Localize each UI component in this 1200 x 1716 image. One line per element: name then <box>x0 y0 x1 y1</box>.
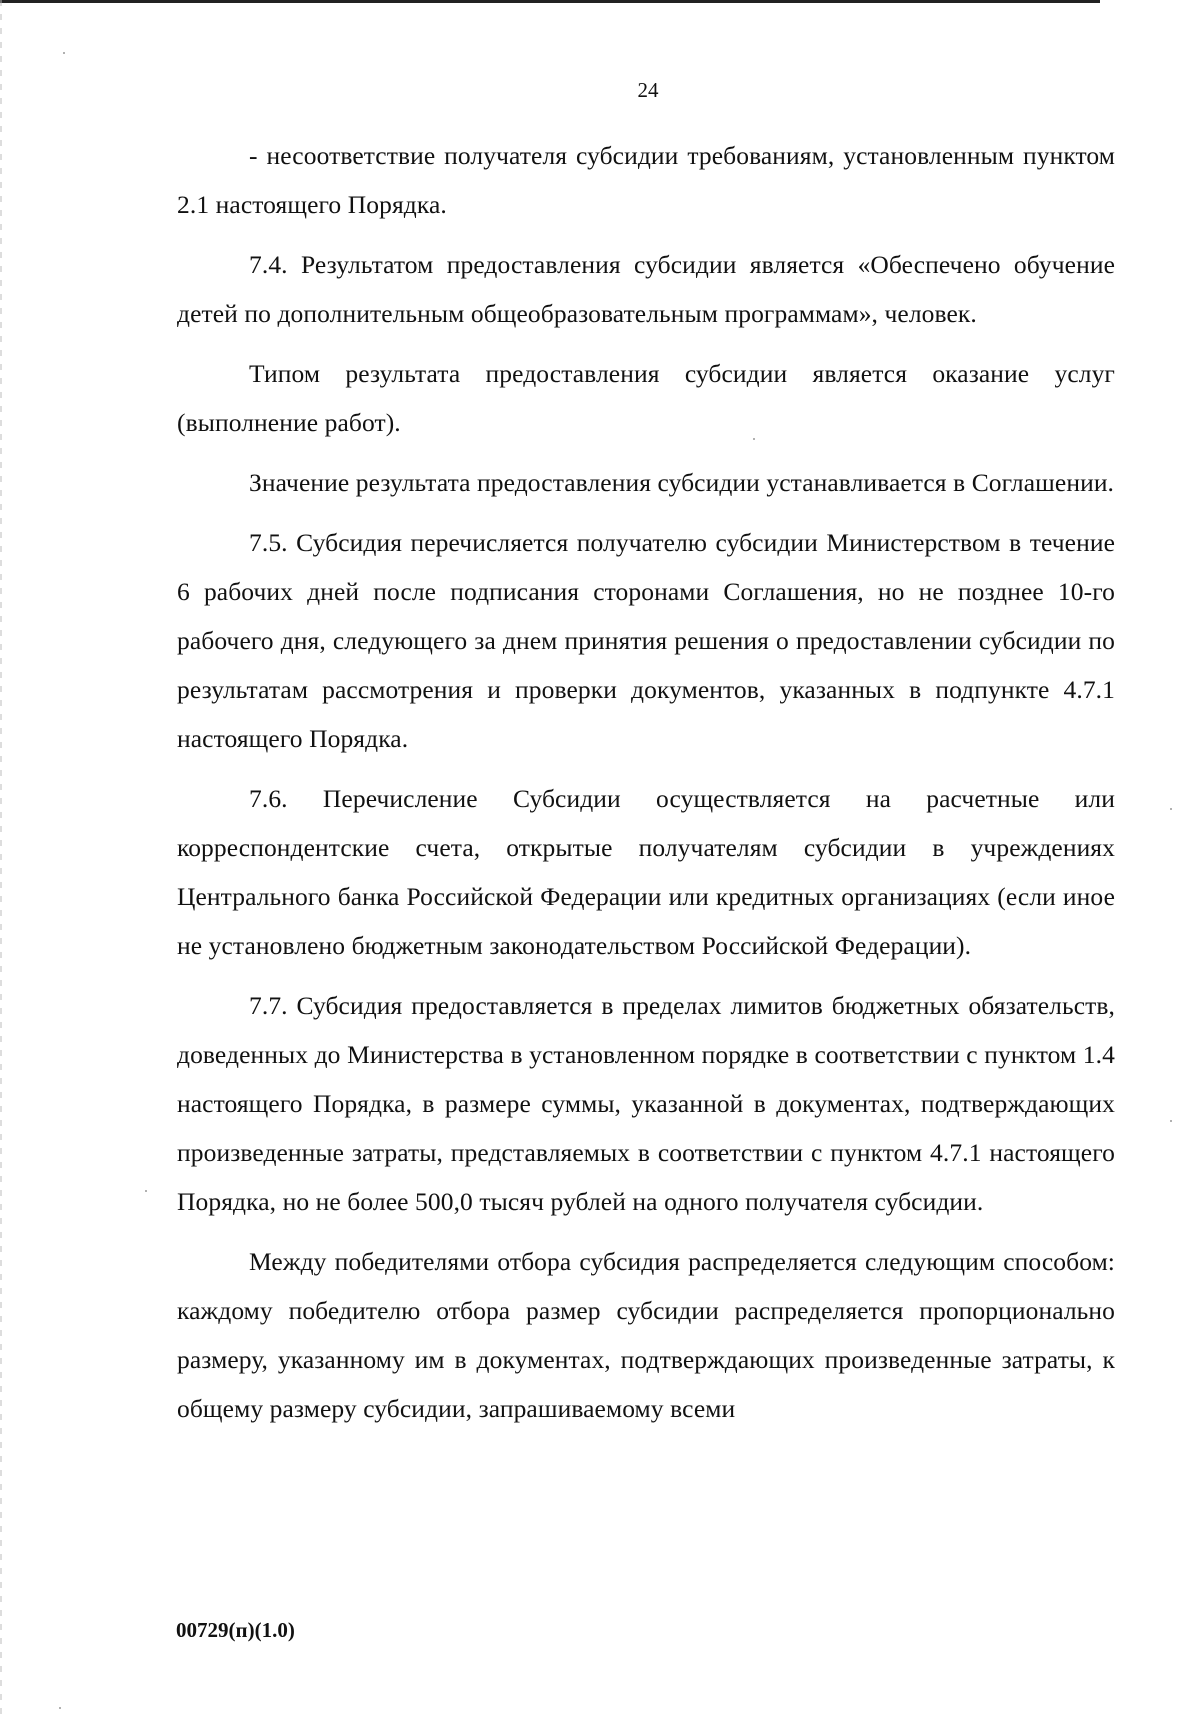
scan-speck <box>63 52 65 54</box>
paragraph-7-6: 7.6. Перечисление Субсидии осуществляется на расчетные или корреспондентские счета, открытые получателям субсидии в учреждениях Центрального банка Российской Федерации или кредитных организациях (если иное не установлено бюджетным законодательством Российской Федерации). <box>177 784 1115 960</box>
left-scan-edge <box>0 0 2 1716</box>
scan-speck <box>1170 1120 1172 1122</box>
document-code: 00729(п)(1.0) <box>176 1618 295 1642</box>
page-number: 24 <box>637 78 659 102</box>
paragraph-7-4: 7.4. Результатом предоставления субсидии является «Обеспечено обучение детей по дополнительным общеобразовательным программам», человек. <box>177 250 1115 328</box>
paragraph-7-7: 7.7. Субсидия предоставляется в пределах лимитов бюджетных обязательств, доведенных до Министерства в установленном порядке в соответствии с пунктом 1.4 настоящего Порядка, в размере суммы, указанной в документах, подтверждающих произведенные затраты, представляемых в соответствии с пунктом 4.7.1 настоящего Порядка, но не более 500,0 тысяч рублей на одного получателя субсидии. <box>177 991 1115 1216</box>
scan-speck <box>59 1707 61 1709</box>
top-scan-border <box>0 0 1100 3</box>
scan-speck <box>1170 808 1172 810</box>
paragraph-noncompliance: - несоответствие получателя субсидии требованиям, установленным пунктом 2.1 настоящего Порядка. <box>177 141 1115 219</box>
paragraph-result-value: Значение результата предоставления субсидии устанавливается в Соглашении. <box>249 468 1115 497</box>
document-body <box>177 131 1115 1444</box>
paragraph-7-5: 7.5. Субсидия перечисляется получателю субсидии Министерством в течение 6 рабочих дней после подписания сторонами Соглашения, но не позднее 10-го рабочего дня, следующего за днем принятия решения о предоставлении субсидии по результатам рассмотрения и проверки документов, указанных в подпункте 4.7.1 настоящего Порядка. <box>177 528 1115 753</box>
scan-speck <box>753 438 755 440</box>
scan-speck <box>145 1190 147 1192</box>
paragraph-distribution: Между победителями отбора субсидия распределяется следующим способом: каждому победителю отбора размер субсидии распределяется пропорционально размеру, указанному им в документах, подтверждающих произведенные затраты, к общему размеру субсидии, запрашиваемому всеми <box>177 1247 1115 1423</box>
paragraph-result-type: Типом результата предоставления субсидии является оказание услуг (выполнение работ). <box>177 359 1115 437</box>
